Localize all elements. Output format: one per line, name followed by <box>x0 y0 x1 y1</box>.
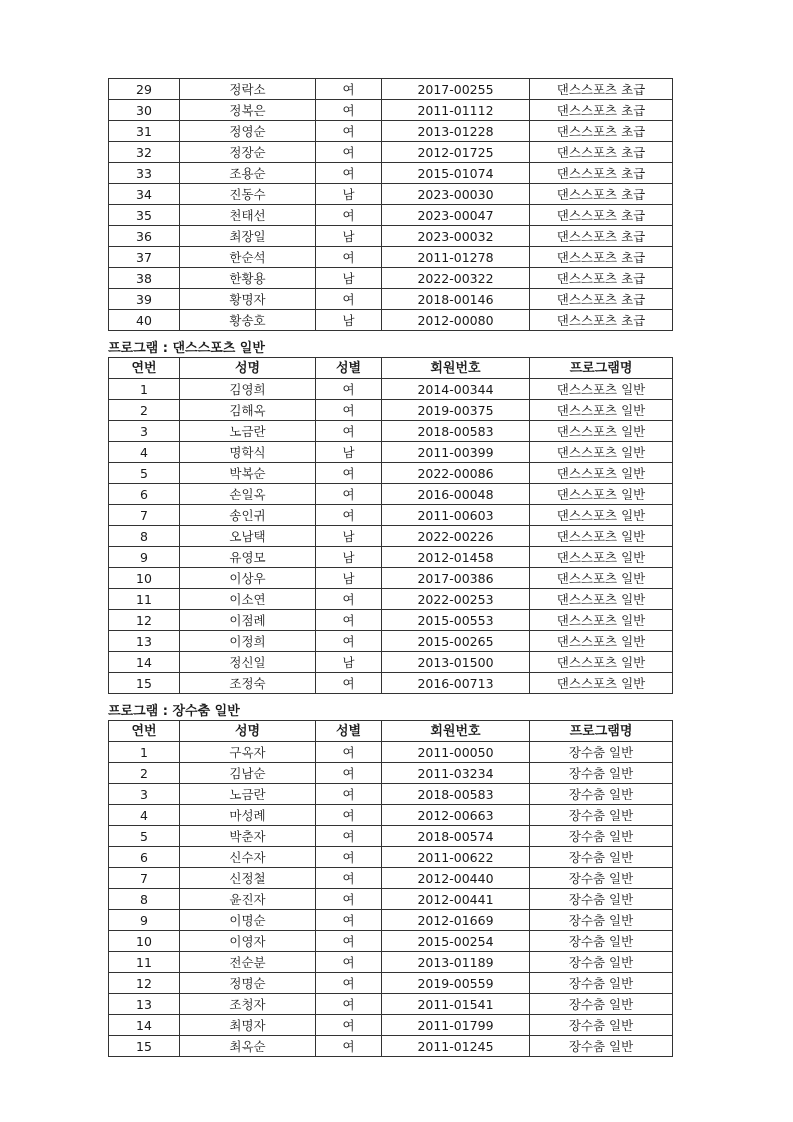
cell-name: 황명자 <box>180 289 316 310</box>
cell-no: 11 <box>109 952 180 973</box>
cell-name: 신수자 <box>180 847 316 868</box>
cell-program: 댄스스포츠 초급 <box>530 289 673 310</box>
table-row <box>109 568 673 589</box>
cell-gender: 남 <box>316 568 382 589</box>
cell-gender: 여 <box>316 505 382 526</box>
cell-program: 댄스스포츠 초급 <box>530 142 673 163</box>
table-row <box>109 442 673 463</box>
cell-gender: 여 <box>316 121 382 142</box>
cell-member-no: 2015-00265 <box>382 631 530 652</box>
table-block-dance-general <box>108 341 672 694</box>
cell-program: 댄스스포츠 일반 <box>530 484 673 505</box>
cell-gender: 여 <box>316 247 382 268</box>
cell-program: 장수춤 일반 <box>530 1036 673 1057</box>
cell-member-no: 2013-01228 <box>382 121 530 142</box>
cell-member-no: 2013-01189 <box>382 952 530 973</box>
cell-name: 정신일 <box>180 652 316 673</box>
cell-name: 조용순 <box>180 163 316 184</box>
cell-program: 댄스스포츠 일반 <box>530 568 673 589</box>
header-program: 프로그램명 <box>530 358 673 379</box>
cell-name: 윤진자 <box>180 889 316 910</box>
cell-program: 장수춤 일반 <box>530 763 673 784</box>
cell-member-no: 2013-01500 <box>382 652 530 673</box>
cell-member-no: 2011-01278 <box>382 247 530 268</box>
table-row <box>109 742 673 763</box>
table-block-dance-beginner <box>108 78 672 331</box>
cell-name: 한순석 <box>180 247 316 268</box>
cell-name: 정명순 <box>180 973 316 994</box>
cell-no: 5 <box>109 463 180 484</box>
table-row <box>109 526 673 547</box>
cell-no: 14 <box>109 1015 180 1036</box>
cell-no: 6 <box>109 847 180 868</box>
cell-name: 오남택 <box>180 526 316 547</box>
cell-member-no: 2011-00603 <box>382 505 530 526</box>
table-row <box>109 421 673 442</box>
header-member-no: 회원번호 <box>382 721 530 742</box>
cell-program: 장수춤 일반 <box>530 931 673 952</box>
cell-program: 장수춤 일반 <box>530 889 673 910</box>
cell-gender: 여 <box>316 673 382 694</box>
cell-no: 1 <box>109 742 180 763</box>
cell-member-no: 2011-01245 <box>382 1036 530 1057</box>
cell-member-no: 2015-01074 <box>382 163 530 184</box>
cell-name: 김해옥 <box>180 400 316 421</box>
cell-gender: 여 <box>316 379 382 400</box>
cell-gender: 여 <box>316 868 382 889</box>
cell-member-no: 2012-01458 <box>382 547 530 568</box>
cell-gender: 남 <box>316 442 382 463</box>
cell-program: 댄스스포츠 일반 <box>530 610 673 631</box>
cell-name: 이상우 <box>180 568 316 589</box>
member-table-longevity-dance <box>108 720 673 1057</box>
table-row <box>109 163 673 184</box>
cell-no: 10 <box>109 568 180 589</box>
cell-member-no: 2015-00553 <box>382 610 530 631</box>
cell-gender: 여 <box>316 973 382 994</box>
cell-gender: 여 <box>316 1036 382 1057</box>
cell-gender: 여 <box>316 805 382 826</box>
member-table-dance-general <box>108 357 673 694</box>
cell-program: 댄스스포츠 초급 <box>530 100 673 121</box>
cell-program: 장수춤 일반 <box>530 952 673 973</box>
cell-program: 댄스스포츠 초급 <box>530 310 673 331</box>
cell-no: 39 <box>109 289 180 310</box>
cell-no: 30 <box>109 100 180 121</box>
cell-member-no: 2023-00047 <box>382 205 530 226</box>
cell-gender: 여 <box>316 826 382 847</box>
cell-name: 이정희 <box>180 631 316 652</box>
cell-no: 29 <box>109 79 180 100</box>
cell-no: 13 <box>109 994 180 1015</box>
cell-program: 장수춤 일반 <box>530 973 673 994</box>
table-row <box>109 868 673 889</box>
cell-member-no: 2011-00050 <box>382 742 530 763</box>
cell-program: 댄스스포츠 일반 <box>530 379 673 400</box>
table-row <box>109 931 673 952</box>
cell-no: 4 <box>109 805 180 826</box>
cell-gender: 여 <box>316 463 382 484</box>
cell-program: 댄스스포츠 일반 <box>530 505 673 526</box>
header-member-no: 회원번호 <box>382 358 530 379</box>
table-row <box>109 973 673 994</box>
header-gender: 성별 <box>316 721 382 742</box>
table-header-row <box>109 721 673 742</box>
cell-name: 정복은 <box>180 100 316 121</box>
cell-gender: 여 <box>316 289 382 310</box>
cell-name: 정영순 <box>180 121 316 142</box>
cell-gender: 여 <box>316 100 382 121</box>
cell-member-no: 2023-00032 <box>382 226 530 247</box>
cell-name: 이영자 <box>180 931 316 952</box>
table-row <box>109 889 673 910</box>
cell-program: 장수춤 일반 <box>530 847 673 868</box>
cell-member-no: 2016-00713 <box>382 673 530 694</box>
cell-name: 한황용 <box>180 268 316 289</box>
table-row <box>109 379 673 400</box>
cell-program: 댄스스포츠 일반 <box>530 400 673 421</box>
cell-no: 37 <box>109 247 180 268</box>
table-row <box>109 463 673 484</box>
cell-name: 박춘자 <box>180 826 316 847</box>
cell-name: 구옥자 <box>180 742 316 763</box>
table-row <box>109 952 673 973</box>
table-row <box>109 289 673 310</box>
cell-no: 34 <box>109 184 180 205</box>
table-header-row <box>109 358 673 379</box>
table-row <box>109 910 673 931</box>
cell-program: 댄스스포츠 일반 <box>530 421 673 442</box>
table-row <box>109 484 673 505</box>
cell-program: 댄스스포츠 일반 <box>530 631 673 652</box>
table-row <box>109 121 673 142</box>
cell-member-no: 2022-00322 <box>382 268 530 289</box>
cell-member-no: 2011-01541 <box>382 994 530 1015</box>
cell-gender: 여 <box>316 589 382 610</box>
table-row <box>109 673 673 694</box>
cell-member-no: 2019-00559 <box>382 973 530 994</box>
cell-program: 댄스스포츠 초급 <box>530 247 673 268</box>
cell-gender: 남 <box>316 547 382 568</box>
cell-no: 13 <box>109 631 180 652</box>
cell-gender: 여 <box>316 952 382 973</box>
cell-gender: 여 <box>316 163 382 184</box>
cell-program: 댄스스포츠 초급 <box>530 121 673 142</box>
cell-member-no: 2011-01799 <box>382 1015 530 1036</box>
cell-member-no: 2016-00048 <box>382 484 530 505</box>
cell-program: 댄스스포츠 일반 <box>530 442 673 463</box>
cell-program: 댄스스포츠 일반 <box>530 589 673 610</box>
cell-gender: 여 <box>316 1015 382 1036</box>
cell-member-no: 2012-00441 <box>382 889 530 910</box>
table-row <box>109 100 673 121</box>
cell-name: 손일옥 <box>180 484 316 505</box>
cell-member-no: 2012-00663 <box>382 805 530 826</box>
cell-name: 전순분 <box>180 952 316 973</box>
cell-name: 송인귀 <box>180 505 316 526</box>
cell-no: 2 <box>109 400 180 421</box>
cell-gender: 여 <box>316 910 382 931</box>
cell-program: 장수춤 일반 <box>530 805 673 826</box>
header-no: 연번 <box>109 721 180 742</box>
cell-program: 댄스스포츠 초급 <box>530 268 673 289</box>
cell-no: 10 <box>109 931 180 952</box>
cell-gender: 여 <box>316 931 382 952</box>
cell-program: 댄스스포츠 일반 <box>530 463 673 484</box>
header-name: 성명 <box>180 358 316 379</box>
cell-gender: 여 <box>316 631 382 652</box>
cell-gender: 여 <box>316 889 382 910</box>
cell-member-no: 2017-00255 <box>382 79 530 100</box>
cell-no: 4 <box>109 442 180 463</box>
cell-name: 최장일 <box>180 226 316 247</box>
cell-gender: 남 <box>316 184 382 205</box>
cell-program: 장수춤 일반 <box>530 910 673 931</box>
cell-name: 정락소 <box>180 79 316 100</box>
table-row <box>109 826 673 847</box>
cell-gender: 여 <box>316 847 382 868</box>
cell-name: 마성례 <box>180 805 316 826</box>
cell-member-no: 2012-01669 <box>382 910 530 931</box>
cell-program: 댄스스포츠 일반 <box>530 547 673 568</box>
table-row <box>109 589 673 610</box>
cell-gender: 남 <box>316 310 382 331</box>
cell-gender: 여 <box>316 142 382 163</box>
cell-gender: 여 <box>316 610 382 631</box>
cell-program: 댄스스포츠 초급 <box>530 79 673 100</box>
cell-gender: 남 <box>316 226 382 247</box>
table-row <box>109 652 673 673</box>
cell-name: 명학식 <box>180 442 316 463</box>
cell-program: 댄스스포츠 초급 <box>530 226 673 247</box>
cell-member-no: 2012-01725 <box>382 142 530 163</box>
cell-no: 6 <box>109 484 180 505</box>
cell-no: 11 <box>109 589 180 610</box>
cell-name: 노금란 <box>180 421 316 442</box>
cell-program: 장수춤 일반 <box>530 826 673 847</box>
cell-member-no: 2011-00622 <box>382 847 530 868</box>
cell-name: 최옥순 <box>180 1036 316 1057</box>
table-row <box>109 994 673 1015</box>
cell-member-no: 2018-00583 <box>382 421 530 442</box>
table-block-longevity-dance <box>108 704 672 1057</box>
cell-name: 정장순 <box>180 142 316 163</box>
cell-no: 3 <box>109 421 180 442</box>
cell-program: 장수춤 일반 <box>530 784 673 805</box>
section-title-dance-general: 프로그램 : 댄스스포츠 일반 <box>108 341 265 356</box>
cell-name: 최명자 <box>180 1015 316 1036</box>
cell-gender: 남 <box>316 652 382 673</box>
table-row <box>109 631 673 652</box>
cell-member-no: 2012-00440 <box>382 868 530 889</box>
header-name: 성명 <box>180 721 316 742</box>
table-row <box>109 400 673 421</box>
cell-program: 댄스스포츠 초급 <box>530 184 673 205</box>
cell-no: 7 <box>109 868 180 889</box>
cell-name: 천태선 <box>180 205 316 226</box>
cell-no: 8 <box>109 526 180 547</box>
cell-member-no: 2022-00086 <box>382 463 530 484</box>
table-row <box>109 784 673 805</box>
table-row <box>109 547 673 568</box>
cell-name: 신정철 <box>180 868 316 889</box>
table-row <box>109 226 673 247</box>
cell-gender: 남 <box>316 526 382 547</box>
section-title-longevity-dance: 프로그램 : 장수춤 일반 <box>108 704 240 719</box>
cell-gender: 여 <box>316 421 382 442</box>
cell-member-no: 2018-00574 <box>382 826 530 847</box>
header-no: 연번 <box>109 358 180 379</box>
cell-no: 12 <box>109 973 180 994</box>
cell-no: 5 <box>109 826 180 847</box>
cell-name: 조정숙 <box>180 673 316 694</box>
cell-no: 32 <box>109 142 180 163</box>
table-row <box>109 247 673 268</box>
cell-member-no: 2014-00344 <box>382 379 530 400</box>
cell-gender: 여 <box>316 763 382 784</box>
table-row <box>109 205 673 226</box>
cell-gender: 여 <box>316 205 382 226</box>
cell-name: 박복순 <box>180 463 316 484</box>
cell-gender: 남 <box>316 268 382 289</box>
cell-member-no: 2015-00254 <box>382 931 530 952</box>
table-row <box>109 1015 673 1036</box>
table-row <box>109 79 673 100</box>
cell-name: 김남순 <box>180 763 316 784</box>
cell-gender: 여 <box>316 484 382 505</box>
cell-no: 15 <box>109 1036 180 1057</box>
cell-program: 장수춤 일반 <box>530 742 673 763</box>
cell-no: 33 <box>109 163 180 184</box>
cell-no: 14 <box>109 652 180 673</box>
cell-no: 31 <box>109 121 180 142</box>
cell-name: 이명순 <box>180 910 316 931</box>
cell-name: 이점례 <box>180 610 316 631</box>
cell-no: 8 <box>109 889 180 910</box>
cell-no: 15 <box>109 673 180 694</box>
cell-program: 장수춤 일반 <box>530 994 673 1015</box>
cell-member-no: 2022-00226 <box>382 526 530 547</box>
cell-program: 댄스스포츠 초급 <box>530 205 673 226</box>
table-row <box>109 184 673 205</box>
cell-no: 7 <box>109 505 180 526</box>
cell-no: 36 <box>109 226 180 247</box>
cell-name: 조청자 <box>180 994 316 1015</box>
cell-no: 12 <box>109 610 180 631</box>
cell-gender: 여 <box>316 742 382 763</box>
cell-name: 노금란 <box>180 784 316 805</box>
cell-name: 진동수 <box>180 184 316 205</box>
cell-program: 댄스스포츠 일반 <box>530 673 673 694</box>
cell-program: 댄스스포츠 초급 <box>530 163 673 184</box>
table-row <box>109 1036 673 1057</box>
table-row <box>109 310 673 331</box>
cell-program: 장수춤 일반 <box>530 868 673 889</box>
cell-gender: 여 <box>316 79 382 100</box>
cell-gender: 여 <box>316 784 382 805</box>
cell-name: 김영희 <box>180 379 316 400</box>
header-program: 프로그램명 <box>530 721 673 742</box>
cell-gender: 여 <box>316 400 382 421</box>
cell-member-no: 2022-00253 <box>382 589 530 610</box>
header-gender: 성별 <box>316 358 382 379</box>
table-row <box>109 847 673 868</box>
cell-no: 9 <box>109 547 180 568</box>
cell-member-no: 2011-01112 <box>382 100 530 121</box>
table-row <box>109 268 673 289</box>
cell-program: 장수춤 일반 <box>530 1015 673 1036</box>
cell-no: 3 <box>109 784 180 805</box>
table-row <box>109 142 673 163</box>
table-row <box>109 763 673 784</box>
cell-no: 2 <box>109 763 180 784</box>
cell-member-no: 2019-00375 <box>382 400 530 421</box>
cell-member-no: 2012-00080 <box>382 310 530 331</box>
cell-name: 유영모 <box>180 547 316 568</box>
cell-member-no: 2023-00030 <box>382 184 530 205</box>
cell-no: 1 <box>109 379 180 400</box>
cell-program: 댄스스포츠 일반 <box>530 652 673 673</box>
cell-member-no: 2018-00583 <box>382 784 530 805</box>
cell-gender: 여 <box>316 994 382 1015</box>
cell-no: 35 <box>109 205 180 226</box>
cell-member-no: 2017-00386 <box>382 568 530 589</box>
table-row <box>109 505 673 526</box>
cell-member-no: 2018-00146 <box>382 289 530 310</box>
cell-no: 38 <box>109 268 180 289</box>
table-row <box>109 610 673 631</box>
table-row <box>109 805 673 826</box>
cell-no: 9 <box>109 910 180 931</box>
cell-name: 이소연 <box>180 589 316 610</box>
cell-name: 황송호 <box>180 310 316 331</box>
cell-member-no: 2011-03234 <box>382 763 530 784</box>
cell-program: 댄스스포츠 일반 <box>530 526 673 547</box>
cell-no: 40 <box>109 310 180 331</box>
member-table-dance-beginner <box>108 78 673 331</box>
cell-member-no: 2011-00399 <box>382 442 530 463</box>
